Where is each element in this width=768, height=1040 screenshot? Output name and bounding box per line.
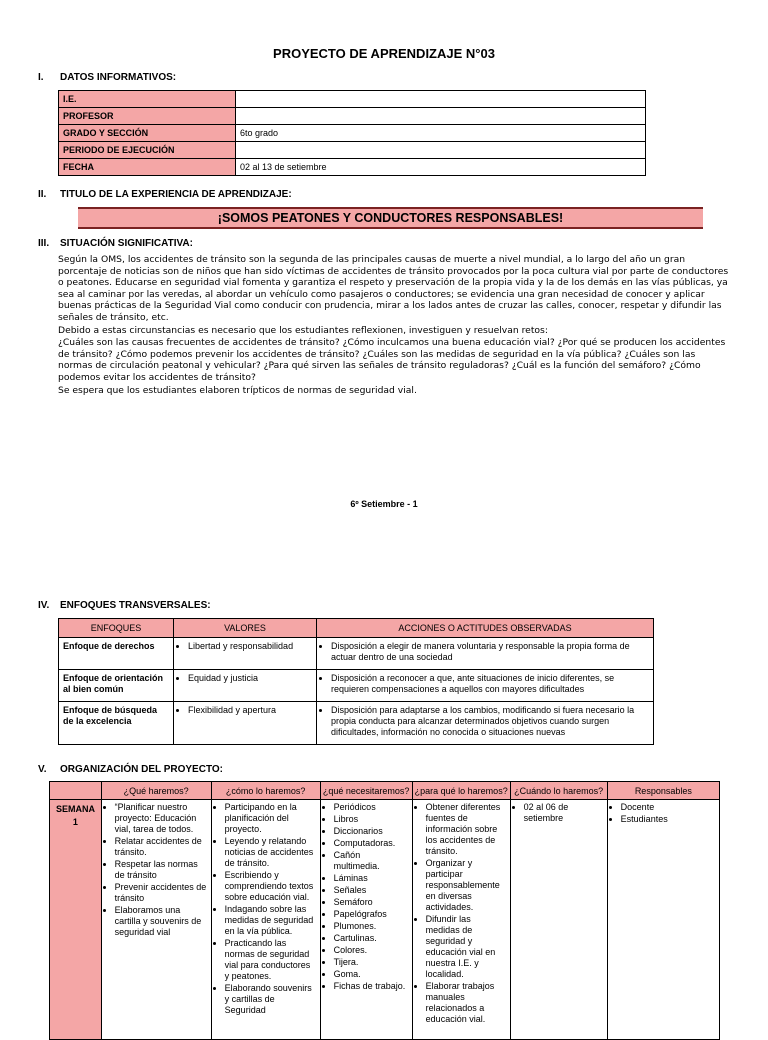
enfoque-accion-item: • Disposición para adaptarse a los cambios, modificando si fuera necesario la propia conducta para alcanzar determinados objetivos cuando surgen dificultades, información no conocida o situaciones nuevas — [331, 705, 649, 738]
section-3-number: III. — [38, 238, 50, 249]
org-responsables-cell — [607, 800, 719, 1040]
section-4-number: IV. — [38, 600, 50, 611]
info-label-profesor: PROFESOR — [59, 108, 236, 125]
section-3-label: SITUACIÓN SIGNIFICATIVA: — [60, 238, 193, 249]
organizacion-table — [49, 781, 720, 1040]
section-1-number: I. — [38, 72, 44, 83]
info-value-profesor — [236, 108, 646, 125]
org-material-item: • Colores. — [334, 945, 409, 956]
org-material-item: • Periódicos — [334, 802, 409, 813]
org-material-item: • Papelógrafos — [334, 909, 409, 920]
organizacion-header-row — [50, 782, 720, 800]
enfoques-row — [59, 702, 654, 745]
section-2-heading — [38, 189, 292, 200]
enfoques-header-valores: VALORES — [174, 619, 317, 638]
info-row-ie — [59, 91, 646, 108]
org-responsable-item: • Docente — [621, 802, 716, 813]
org-cuando-item: • 02 al 06 de setiembre — [524, 802, 604, 824]
enfoque-valor — [174, 670, 317, 702]
org-header-necesitaremos: ¿qué necesitaremos? — [320, 782, 412, 800]
org-que-cell — [101, 800, 211, 1040]
org-que-item: • Elaboramos una cartilla y souvenirs de seguridad vial — [115, 905, 208, 938]
section-2-number: II. — [38, 189, 47, 200]
enfoques-table — [58, 618, 654, 745]
org-material-item: • Computadoras. — [334, 838, 409, 849]
organizacion-week-row — [50, 800, 720, 1040]
section-5-label: ORGANIZACIÓN DEL PROYECTO: — [60, 764, 223, 775]
enfoque-valor-item: • Libertad y responsabilidad — [188, 641, 312, 652]
section-5-number: V. — [38, 764, 47, 775]
situation-paragraph-2: Debido a estas circunstancias es necesario que los estudiantes reflexionen, investiguen y resuelvan retos: — [58, 324, 548, 336]
section-5-heading — [38, 764, 223, 775]
info-row-periodo — [59, 142, 646, 159]
section-1-heading — [38, 72, 176, 83]
org-header-cuando: ¿Cuándo lo haremos? — [510, 782, 607, 800]
enfoque-accion-item: • Disposición a reconocer a que, ante situaciones de inicio diferentes, se requieren compensaciones a aquellos con mayores dificultades — [331, 673, 649, 695]
org-header-blank — [50, 782, 102, 800]
section-4-heading — [38, 600, 211, 611]
situation-paragraph-1: Según la OMS, los accidentes de tránsito son la segunda de las principales causas de muerte a nivel mundial, a lo largo del año un gran porcentaje de noticias son de niños que han sido víctimas de accidentes de tránsito provocados por la poca cultura vial por parte de conductores o peatones. Educarse en seguridad vial fomenta y garantiza el respeto y preservación de la propia vida y la de los demás en las vías públicas, ya sea al caminar por las veredas, al abordar un vehículo como pasajeros o conductores; se evidencia una gran necesidad de conocer y aplicar buenas prácticas de la Seguridad Vial como conducir con prudencia, mirar a los lados antes de cruzar las calles, conocer, respetar y difundir las señales de tránsito, etc. — [58, 254, 729, 323]
org-que-item: • Relatar accidentes de tránsito. — [115, 836, 208, 858]
org-material-item: • Fichas de trabajo. — [334, 981, 409, 992]
section-3-heading — [38, 238, 193, 249]
info-row-grado — [59, 125, 646, 142]
org-material-item: • Cartulinas. — [334, 933, 409, 944]
enfoques-header-acciones: ACCIONES O ACTITUDES OBSERVADAS — [317, 619, 654, 638]
org-como-item: • Escribiendo y comprendiendo textos sobre educación vial. — [225, 870, 317, 903]
org-necesitaremos-cell — [320, 800, 412, 1040]
enfoque-valor-item: • Flexibilidad y apertura — [188, 705, 312, 716]
org-header-responsables: Responsables — [607, 782, 719, 800]
org-cuando-cell — [510, 800, 607, 1040]
info-row-profesor — [59, 108, 646, 125]
org-material-item: • Plumones. — [334, 921, 409, 932]
org-para-que-item: • Obtener diferentes fuentes de información sobre los accidentes de tránsito. — [426, 802, 507, 857]
info-value-grado: 6to grado — [236, 125, 646, 142]
org-como-item: • Elaborando souvenirs y cartillas de Seguridad — [225, 983, 317, 1016]
enfoque-valor — [174, 702, 317, 745]
enfoque-accion — [317, 638, 654, 670]
section-2-label: TITULO DE LA EXPERIENCIA DE APRENDIZAJE: — [60, 189, 292, 200]
info-label-grado: GRADO Y SECCIÓN — [59, 125, 236, 142]
org-para-que-item: • Elaborar trabajos manuales relacionados a educación vial. — [426, 981, 507, 1025]
org-header-para-que: ¿para qué lo haremos? — [412, 782, 510, 800]
org-material-item: • Diccionarios — [334, 826, 409, 837]
org-material-item: • Láminas — [334, 873, 409, 884]
enfoque-name: Enfoque de búsqueda de la excelencia — [59, 702, 174, 745]
info-label-periodo: PERIODO DE EJECUCIÓN — [59, 142, 236, 159]
enfoque-accion — [317, 702, 654, 745]
info-value-fecha: 02 al 13 de setiembre — [236, 159, 646, 176]
situation-text — [58, 254, 730, 397]
enfoques-row — [59, 638, 654, 670]
org-como-item: • Indagando sobre las medidas de seguridad en la vía pública. — [225, 904, 317, 937]
org-como-item: • Practicando las normas de seguridad vial para conductores y peatones. — [225, 938, 317, 982]
info-label-ie: I.E. — [59, 91, 236, 108]
info-label-fecha: FECHA — [59, 159, 236, 176]
experience-title-banner: ¡SOMOS PEATONES Y CONDUCTORES RESPONSABLES! — [78, 207, 703, 229]
info-row-fecha — [59, 159, 646, 176]
org-material-item: • Libros — [334, 814, 409, 825]
enfoque-valor-item: • Equidad y justicia — [188, 673, 312, 684]
org-que-item: • Respetar las normas de tránsito — [115, 859, 208, 881]
org-responsable-item: • Estudiantes — [621, 814, 716, 825]
enfoque-name: Enfoque de orientación al bien común — [59, 670, 174, 702]
enfoque-accion-item: • Disposición a elegir de manera voluntaria y responsable la propia forma de actuar dentro de una sociedad — [331, 641, 649, 663]
org-que-item: • “Planificar nuestro proyecto: Educación vial, tarea de todos. — [115, 802, 208, 835]
info-table — [58, 90, 646, 176]
enfoque-name: Enfoque de derechos — [59, 638, 174, 670]
org-material-item: • Goma. — [334, 969, 409, 980]
enfoques-header-enfoques: ENFOQUES — [59, 619, 174, 638]
org-header-como: ¿cómo lo haremos? — [211, 782, 320, 800]
enfoque-accion — [317, 670, 654, 702]
week-label: SEMANA 1 — [50, 800, 102, 1040]
org-material-item: • Cañón multimedia. — [334, 850, 409, 872]
situation-paragraph-4: Se espera que los estudiantes elaboren trípticos de normas de seguridad vial. — [58, 384, 417, 396]
section-1-label: DATOS INFORMATIVOS: — [60, 72, 177, 83]
enfoques-row — [59, 670, 654, 702]
org-como-item: • Leyendo y relatando noticias de accidentes de tránsito. — [225, 836, 317, 869]
page-footer: 6º Setiembre - 1 — [350, 499, 418, 509]
org-para-que-item: • Organizar y participar responsablemente en diversas actividades. — [426, 858, 507, 913]
org-como-item: • Participando en la planificación del proyecto. — [225, 802, 317, 835]
org-material-item: • Señales — [334, 885, 409, 896]
situation-paragraph-3: ¿Cuáles son las causas frecuentes de accidentes de tránsito? ¿Cómo inculcamos una buena educación vial? ¿Por qué se producen los accidentes de tránsito? ¿Cómo podemos prevenir los accidentes de tránsito? ¿Cuáles son las medidas de seguridad en la vía pública? ¿Cuáles son las normas de circulación peatonal y vehicular? ¿Para qué sirven las señales de tránsito reguladoras? ¿Cuál es la función del semáforo? ¿Cómo podemos evitar los accidentes de tránsito? — [58, 337, 726, 383]
org-material-item: • Tijera. — [334, 957, 409, 968]
org-para-que-item: • Difundir las medidas de seguridad y educación vial en nuestra I.E. y localidad. — [426, 914, 507, 980]
enfoque-valor — [174, 638, 317, 670]
info-value-ie — [236, 91, 646, 108]
info-value-periodo — [236, 142, 646, 159]
org-para-que-cell — [412, 800, 510, 1040]
page-title: PROYECTO DE APRENDIZAJE N°03 — [273, 46, 495, 61]
org-material-item: • Semáforo — [334, 897, 409, 908]
org-que-item: • Prevenir accidentes de tránsito — [115, 882, 208, 904]
org-como-cell — [211, 800, 320, 1040]
enfoques-header-row — [59, 619, 654, 638]
org-header-que: ¿Qué haremos? — [101, 782, 211, 800]
section-4-label: ENFOQUES TRANSVERSALES: — [60, 600, 211, 611]
